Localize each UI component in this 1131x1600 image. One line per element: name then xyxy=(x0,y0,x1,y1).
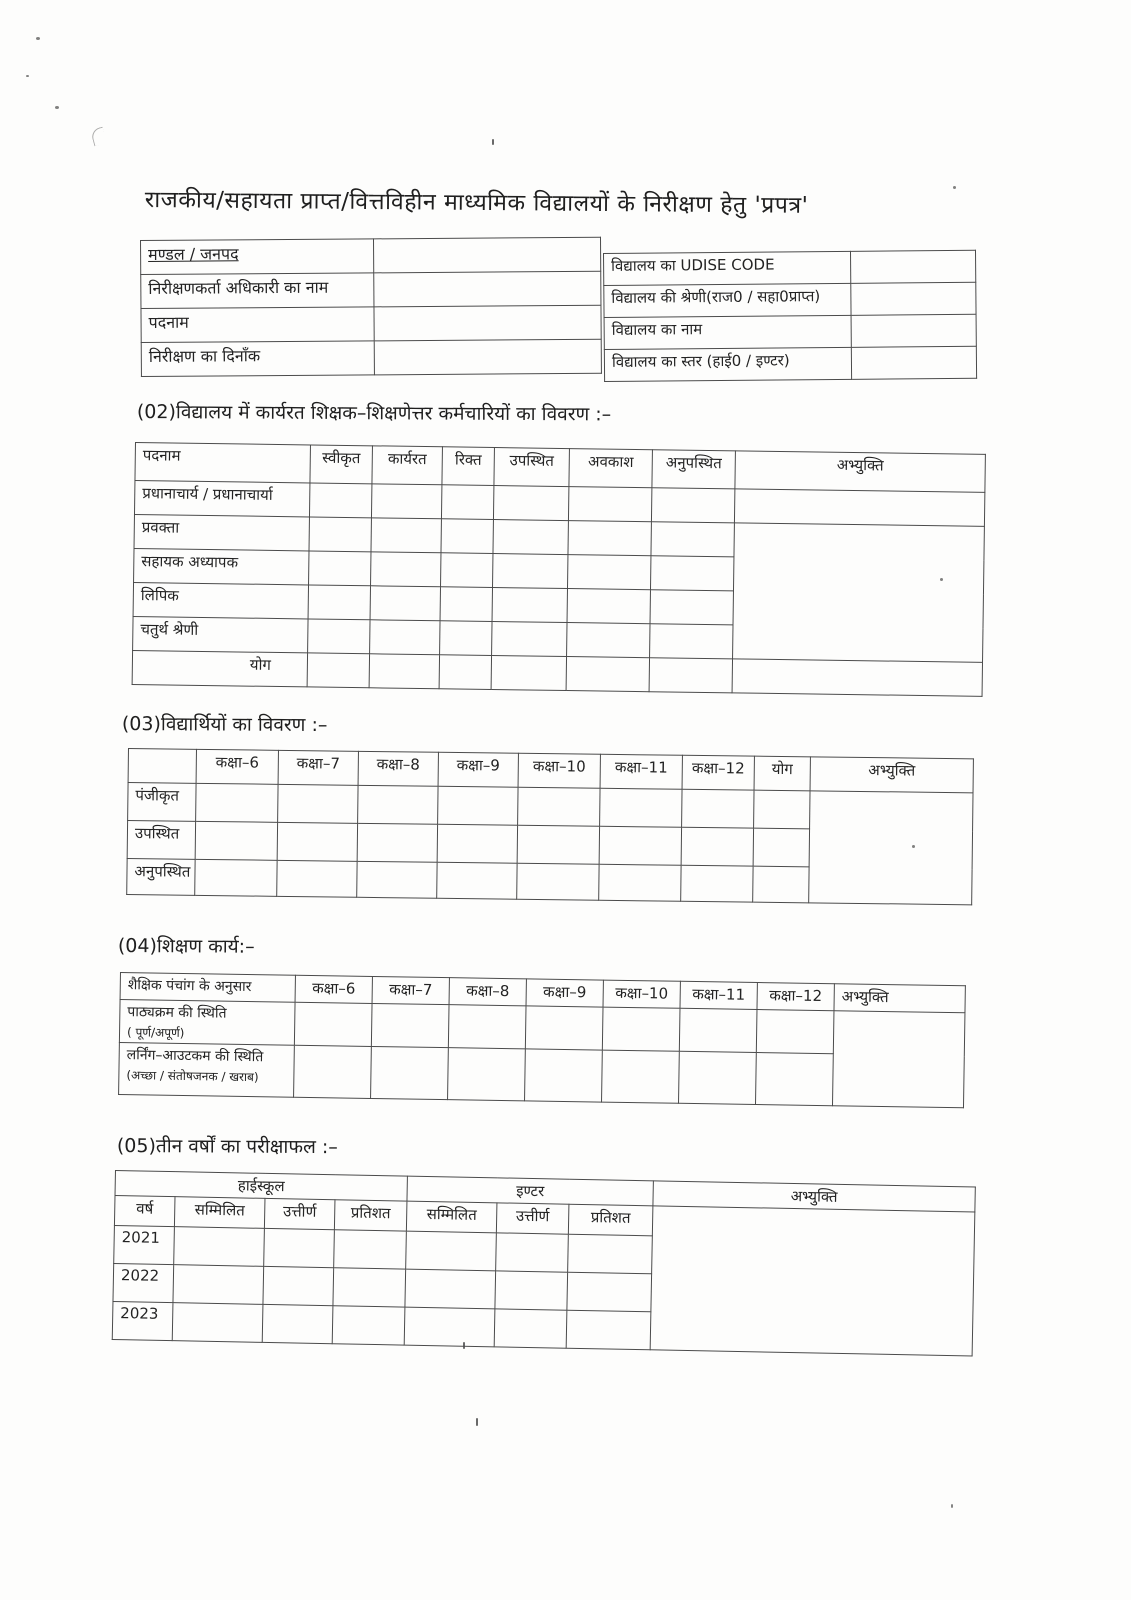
teaching-row-label xyxy=(119,1000,295,1046)
students-row-label: उपस्थित xyxy=(127,821,195,860)
students-value-cell xyxy=(196,783,278,822)
students-header-cell: कक्षा–10 xyxy=(518,753,600,788)
staff-value-cell xyxy=(566,657,649,692)
staff-value-cell xyxy=(568,521,651,556)
staff-value-cell xyxy=(440,587,492,622)
staff-value-cell xyxy=(369,654,439,689)
staff-value-cell xyxy=(567,589,650,624)
staff-row-label: प्रवक्ता xyxy=(134,514,309,550)
info-value-cell xyxy=(851,346,976,379)
students-table xyxy=(126,748,974,905)
students-value-cell xyxy=(437,824,517,863)
students-value-cell xyxy=(517,863,599,900)
info-value-cell xyxy=(851,282,976,315)
results-sub-header: सम्मिलित xyxy=(406,1201,497,1233)
teaching-value-cell xyxy=(679,1051,757,1104)
students-value-cell xyxy=(753,866,809,903)
students-header-cell: कक्षा–12 xyxy=(682,755,754,790)
info-value-cell xyxy=(374,339,601,375)
info-table-left xyxy=(140,237,602,377)
staff-value-cell xyxy=(309,517,371,552)
staff-value-cell xyxy=(441,519,493,554)
results-sub-header: प्रतिशत xyxy=(568,1204,653,1236)
results-year-label: 2023 xyxy=(112,1301,173,1340)
teaching-value-cell xyxy=(679,1008,757,1052)
students-value-cell xyxy=(600,788,682,827)
results-value-cell xyxy=(404,1307,495,1347)
staff-value-cell xyxy=(492,588,567,623)
results-value-cell xyxy=(566,1310,651,1350)
results-value-cell xyxy=(173,1265,264,1305)
staff-header-cell: उपस्थित xyxy=(494,448,570,487)
students-value-cell xyxy=(358,785,438,824)
teaching-value-cell xyxy=(371,1046,449,1099)
scan-speck xyxy=(953,186,956,189)
students-value-cell xyxy=(195,821,277,860)
results-value-cell xyxy=(262,1304,333,1343)
students-header-cell: कक्षा–8 xyxy=(358,751,438,786)
teaching-header-cell: कक्षा–8 xyxy=(449,978,526,1006)
scan-speck xyxy=(951,1504,953,1508)
students-value-cell xyxy=(682,789,754,828)
staff-value-cell xyxy=(371,518,441,553)
results-value-cell xyxy=(174,1227,265,1267)
info-row-label: विद्यालय का स्तर (हाई0 / इण्टर) xyxy=(604,347,851,381)
teaching-value-cell xyxy=(756,1010,834,1054)
info-table-right xyxy=(603,250,977,382)
staff-value-cell xyxy=(651,522,734,557)
results-value-cell xyxy=(495,1271,568,1310)
staff-row-label: सहायक अध्यापक xyxy=(134,548,309,584)
results-value-cell xyxy=(172,1303,263,1343)
staff-value-cell xyxy=(493,520,568,555)
teaching-col0-header: शैक्षिक पंचांग के अनुसार xyxy=(120,973,295,1003)
teaching-value-cell xyxy=(448,1048,526,1101)
results-value-cell xyxy=(264,1228,335,1267)
results-value-cell xyxy=(334,1230,407,1269)
info-value-cell xyxy=(373,237,600,273)
teaching-header-cell: कक्षा–9 xyxy=(526,979,603,1007)
staff-value-cell xyxy=(441,553,493,588)
teaching-row-label-note: (अच्छा / संतोषजनक / खराब) xyxy=(126,1068,259,1085)
staff-value-cell xyxy=(441,485,493,520)
results-value-cell xyxy=(567,1272,652,1312)
info-value-cell xyxy=(850,250,975,283)
results-value-cell xyxy=(568,1234,653,1274)
staff-row-label-total: योग xyxy=(132,650,307,686)
staff-header-cell: कार्यरत xyxy=(372,446,443,485)
teaching-value-cell xyxy=(525,1006,603,1050)
teaching-row-label xyxy=(119,1042,295,1097)
teaching-row-label-text: पाठ्यक्रम की स्थिति xyxy=(127,1004,227,1022)
info-row-label: मण्डल / जनपद xyxy=(141,239,374,275)
teaching-value-cell xyxy=(294,1002,372,1046)
students-value-cell xyxy=(277,822,357,861)
results-year-label: 2021 xyxy=(114,1225,175,1264)
staff-value-cell xyxy=(309,483,371,518)
staff-table xyxy=(132,442,986,697)
staff-value-cell xyxy=(439,655,491,690)
staff-value-cell xyxy=(492,622,567,657)
staff-value-cell xyxy=(493,486,568,521)
staff-row-label: चतुर्थ श्रेणी xyxy=(133,616,308,652)
teaching-value-cell xyxy=(294,1045,372,1098)
staff-header-cell: पदनाम xyxy=(135,443,311,483)
teaching-header-cell: कक्षा–7 xyxy=(372,976,449,1004)
scan-speck xyxy=(55,106,59,109)
staff-value-cell xyxy=(371,484,441,519)
staff-header-cell: अवकाश xyxy=(569,449,653,488)
students-value-cell xyxy=(681,827,753,866)
students-corner-cell xyxy=(128,749,196,784)
teaching-table xyxy=(118,972,966,1108)
students-value-cell xyxy=(754,790,810,829)
info-row-label: विद्यालय का नाम xyxy=(604,315,851,349)
teaching-header-cell: कक्षा–6 xyxy=(295,975,372,1003)
results-table xyxy=(112,1170,976,1356)
teaching-value-cell xyxy=(602,1050,680,1103)
results-year-label: 2022 xyxy=(113,1263,174,1302)
students-header-cell: अभ्युक्ति xyxy=(810,757,973,793)
info-row-label: निरीक्षणकर्ता अधिकारी का नाम xyxy=(141,273,374,309)
section03-heading: (03)विद्यार्थियों का विवरण :– xyxy=(121,712,328,737)
section05-heading: (05)तीन वर्षों का परीक्षाफल :– xyxy=(116,1135,338,1159)
staff-header-cell: अभ्युक्ति xyxy=(735,451,986,492)
students-value-cell xyxy=(518,787,600,826)
students-value-cell xyxy=(599,864,681,901)
staff-value-cell xyxy=(440,621,492,656)
section02-heading: (02)विद्यालय में कार्यरत शिक्षक–शिक्षणेत्तर कर्मचारियों का विवरण :– xyxy=(136,400,612,426)
remarks-cell xyxy=(734,489,984,526)
staff-row-label: लिपिक xyxy=(133,582,308,618)
scan-mark xyxy=(492,139,494,145)
teaching-row-label-note: ( पूर्ण/अपूर्ण) xyxy=(126,1025,185,1041)
info-value-cell xyxy=(374,305,601,341)
students-value-cell xyxy=(357,861,437,898)
info-row-label: पदनाम xyxy=(141,307,374,343)
staff-value-cell xyxy=(491,655,566,690)
results-sub-header: सम्मिलित xyxy=(174,1197,265,1229)
staff-value-cell xyxy=(650,624,733,659)
staff-value-cell xyxy=(370,586,440,621)
results-sub-header: उत्तीर्ण xyxy=(264,1198,335,1229)
form-title: राजकीय/सहायता प्राप्त/वित्तविहीन माध्यमिक विद्यालयों के निरीक्षण हेतु 'प्रपत्र' xyxy=(144,186,809,219)
results-sub-header: प्रतिशत xyxy=(334,1200,407,1231)
staff-value-cell xyxy=(651,488,734,523)
students-value-cell xyxy=(517,825,599,864)
remarks-cell xyxy=(732,659,982,696)
students-header-cell: कक्षा–11 xyxy=(600,754,682,789)
remarks-cell xyxy=(733,523,985,662)
students-value-cell xyxy=(357,823,437,862)
teaching-value-cell xyxy=(448,1005,526,1049)
results-group-header-remarks: अभ्युक्ति xyxy=(653,1181,975,1212)
results-value-cell xyxy=(263,1266,334,1305)
staff-value-cell xyxy=(649,658,732,693)
teaching-value-cell xyxy=(371,1003,449,1047)
remarks-cell xyxy=(809,791,973,905)
staff-value-cell xyxy=(309,551,371,586)
teaching-header-cell: अभ्युक्ति xyxy=(834,984,965,1013)
section04-heading: (04)शिक्षण कार्य:– xyxy=(117,934,255,958)
students-value-cell xyxy=(277,860,357,897)
students-value-cell xyxy=(753,828,809,867)
students-header-cell: कक्षा–7 xyxy=(278,750,358,785)
students-value-cell xyxy=(195,859,277,896)
staff-value-cell xyxy=(308,619,370,654)
remarks-cell xyxy=(650,1206,975,1356)
scan-speck xyxy=(36,37,40,40)
scan-mark xyxy=(90,127,107,147)
results-group-header-highschool: हाईस्कूल xyxy=(115,1171,407,1202)
results-value-cell xyxy=(406,1231,497,1271)
teaching-value-cell xyxy=(525,1049,603,1102)
teaching-header-cell: कक्षा–12 xyxy=(757,983,834,1011)
teaching-value-cell xyxy=(755,1053,833,1106)
teaching-row-label-text: लर्निंग–आउटकम की स्थिति xyxy=(126,1047,264,1066)
info-row-label: विद्यालय की श्रेणी(राज0 / सहा0प्राप्त) xyxy=(604,283,851,317)
students-row-label: पंजीकृत xyxy=(128,783,196,822)
remarks-cell xyxy=(832,1011,964,1108)
staff-value-cell xyxy=(650,590,733,625)
scan-mark xyxy=(476,1418,478,1426)
staff-value-cell xyxy=(370,620,440,655)
results-value-cell xyxy=(494,1309,567,1348)
results-value-cell xyxy=(405,1269,496,1309)
info-row-label: विद्यालय का UDISE CODE xyxy=(604,251,851,285)
staff-value-cell xyxy=(567,623,650,658)
staff-value-cell xyxy=(568,487,651,522)
students-header-cell: योग xyxy=(754,756,810,791)
teaching-header-cell: कक्षा–10 xyxy=(603,980,680,1008)
students-header-cell: कक्षा–9 xyxy=(438,752,518,787)
staff-value-cell xyxy=(307,653,369,688)
students-header-cell: कक्षा–6 xyxy=(196,749,278,784)
staff-value-cell xyxy=(567,555,650,590)
students-value-cell xyxy=(681,865,753,902)
results-value-cell xyxy=(496,1233,569,1272)
staff-value-cell xyxy=(371,552,441,587)
teaching-value-cell xyxy=(602,1007,680,1051)
results-value-cell xyxy=(333,1268,406,1307)
info-value-cell xyxy=(374,271,601,307)
teaching-header-cell: कक्षा–11 xyxy=(680,981,757,1009)
results-sub-header: वर्ष xyxy=(114,1196,175,1227)
staff-value-cell xyxy=(650,556,733,591)
results-sub-header: उत्तीर्ण xyxy=(496,1203,569,1234)
results-value-cell xyxy=(332,1306,405,1345)
staff-header-cell: रिक्त xyxy=(442,447,495,486)
info-value-cell xyxy=(851,314,976,347)
info-row-label: निरीक्षण का दिनाँक xyxy=(141,341,374,377)
students-value-cell xyxy=(278,784,358,823)
staff-value-cell xyxy=(308,585,370,620)
students-value-cell xyxy=(599,826,681,865)
students-row-label: अनुपस्थित xyxy=(127,858,195,895)
students-value-cell xyxy=(438,786,518,825)
results-group-header-inter: इण्टर xyxy=(407,1176,653,1206)
staff-header-cell: अनुपस्थित xyxy=(652,450,736,489)
staff-header-cell: स्वीकृत xyxy=(310,445,373,484)
staff-value-cell xyxy=(493,554,568,589)
scan-speck xyxy=(26,75,29,77)
staff-row-label: प्रधानाचार्य / प्रधानाचार्या xyxy=(134,481,309,517)
students-value-cell xyxy=(437,862,517,899)
